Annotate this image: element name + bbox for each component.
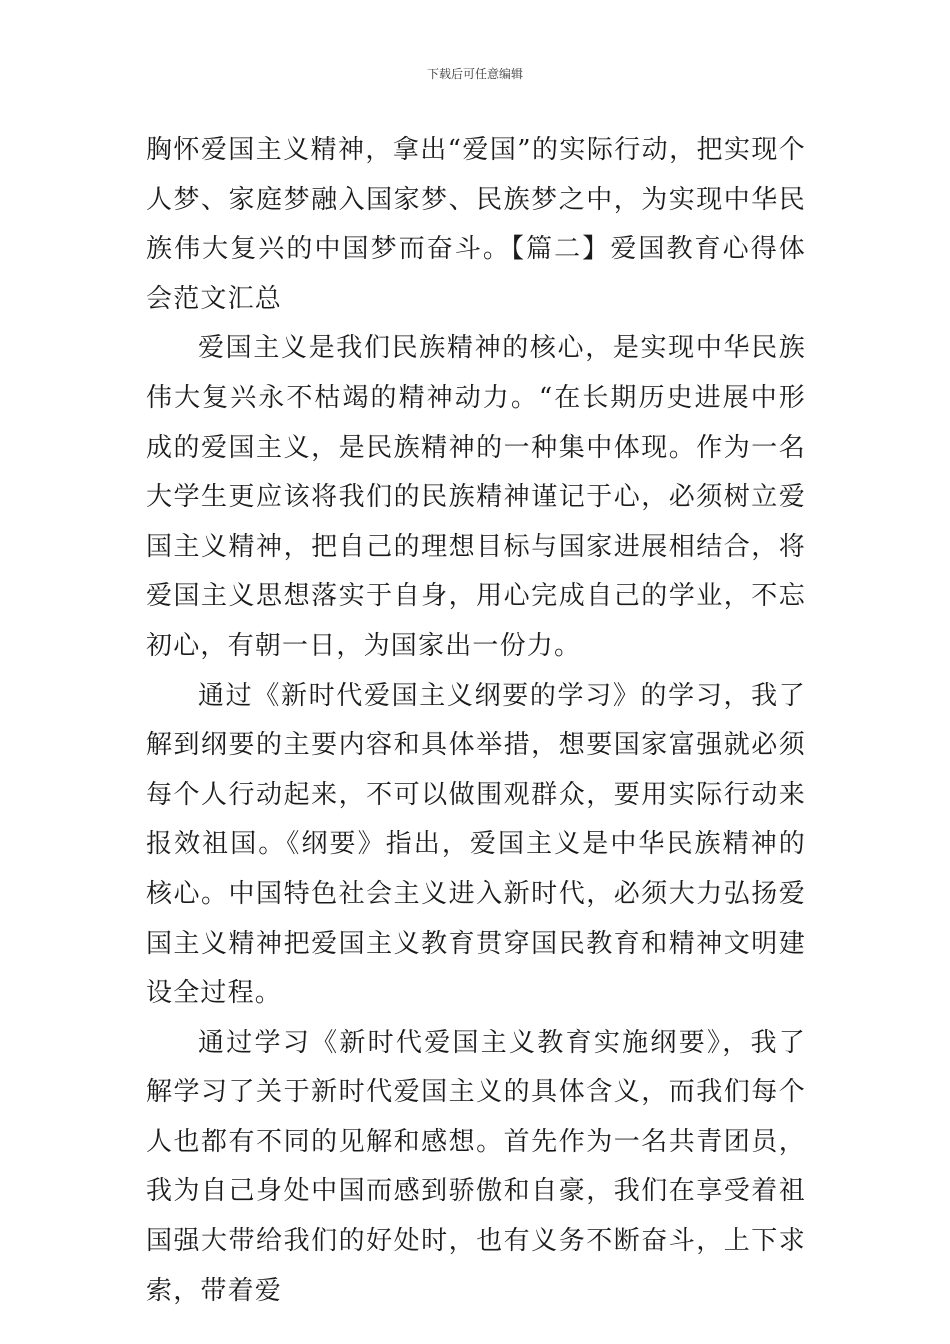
paragraph-4: 通过学习《新时代爱国主义教育实施纲要》，我了解学习了关于新时代爱国主义的具体含义，而我们每个人也都有不同的见解和感想。首先作为一名共青团员，我为自己身处中国而感到骄傲和自豪，我们在享受着祖国强大带给我们的好处时，也有义务不断奋斗，上下求索，带着爱	[146, 1027, 806, 1306]
document-body	[146, 126, 806, 1316]
paragraph-1: 胸怀爱国主义精神，拿出“爱国”的实际行动，把实现个人梦、家庭梦融入国家梦、民族梦之中，为实现中华民族伟大复兴的中国梦而奋斗。【篇二】爱国教育心得体会范文汇总	[146, 135, 806, 314]
page-header: 下载后可任意编辑	[426, 67, 523, 81]
paragraph-3: 通过《新时代爱国主义纲要的学习》的学习，我了解到纲要的主要内容和具体举措，想要国家富强就必须每个人行动起来，不可以做围观群众，要用实际行动来报效祖国。《纲要》指出，爱国主义是中华民族精神的核心。中国特色社会主义进入新时代，必须大力弘扬爱国主义精神把爱国主义教育贯穿国民教育和精神文明建设全过程。	[146, 680, 806, 1009]
paragraph-2: 爱国主义是我们民族精神的核心，是实现中华民族伟大复兴永不枯竭的精神动力。“在长期历史进展中形成的爱国主义，是民族精神的一种集中体现。作为一名大学生更应该将我们的民族精神谨记于心，必须树立爱国主义精神，把自己的理想目标与国家进展相结合，将爱国主义思想落实于自身，用心完成自己的学业，不忘初心，有朝一日，为国家出一份力。	[146, 333, 806, 661]
